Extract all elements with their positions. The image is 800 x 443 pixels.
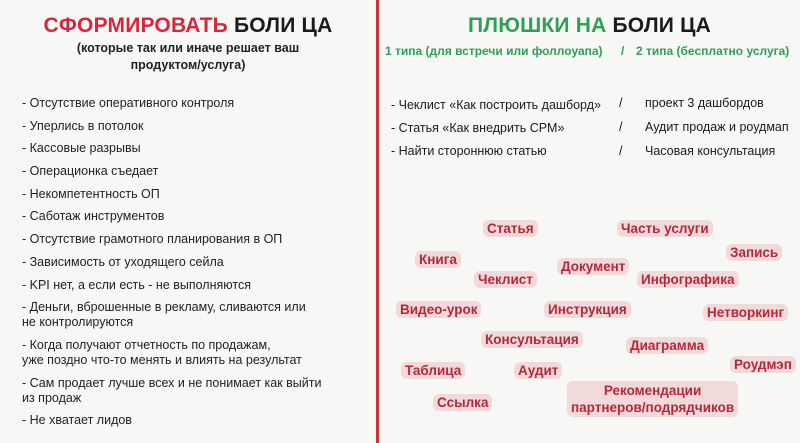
list-item: - KPI нет, а если есть - не выполняются: [22, 277, 251, 292]
pains-subtitle-line1: (которые так или иначе решает ваш: [76, 41, 300, 55]
list-item: - Операционка съедает: [22, 164, 159, 179]
bonuses-panel: [379, 0, 800, 443]
list-item: [619, 144, 789, 159]
list-item: - Чеклист «Как построить дашборд»: [391, 98, 601, 112]
tag-link: Ссылка: [433, 394, 492, 411]
type2-list: [619, 96, 789, 168]
list-item: - Зависимость от уходящего сейла: [22, 254, 224, 269]
tag-service-part: Часть услуги: [617, 220, 713, 237]
tag-recommendations-line2: партнеров/подрядчиков: [571, 400, 735, 415]
tag-audit: Аудит: [514, 362, 562, 379]
tag-book: Книга: [415, 251, 461, 268]
slash-mark: /: [619, 144, 623, 158]
list-item: - Некомпетентность ОП: [22, 186, 160, 201]
type2-label: 2 типа (бесплатно услуга): [636, 44, 790, 58]
list-item-line: не контролируются: [22, 315, 134, 330]
tag-record: Запись: [726, 244, 782, 261]
pains-subtitle: [0, 40, 376, 74]
type1-label: 1 типа (для встречи или фоллоуапа): [385, 44, 603, 58]
slash-mark: /: [619, 120, 623, 134]
tag-video: Видео-урок: [396, 301, 481, 318]
list-item: - Саботаж инструментов: [22, 209, 165, 224]
tag-roadmap: Роудмэп: [730, 356, 796, 373]
pains-title-rest: БОЛИ ЦА: [233, 14, 333, 37]
tag-table: Таблица: [401, 362, 465, 379]
list-item: - Не хватает лидов: [22, 413, 132, 428]
list-item-text: проект 3 дашбордов: [645, 96, 764, 110]
list-item-line: - Деньги, вброшенные в рекламу, сливаются или: [22, 300, 306, 315]
list-item: [22, 376, 321, 406]
tag-recommendations: [567, 381, 738, 417]
tag-networking: Нетворкинг: [703, 304, 788, 321]
list-item-line: уже поздно что-то менять и влиять на результат: [22, 352, 302, 367]
list-item: - Отсутствие оперативного контроля: [22, 96, 235, 110]
list-item-line: - Сам продает лучше всех и не понимает как выйти: [22, 375, 322, 390]
type-separator: /: [621, 44, 625, 58]
pains-panel: [0, 0, 376, 443]
pains-subtitle-line2: продуктом/услуга): [130, 58, 246, 72]
bonuses-title: [379, 14, 800, 38]
tag-instruction: Инструкция: [544, 301, 631, 318]
list-item: [22, 300, 321, 330]
pains-title: [0, 14, 376, 38]
pains-list: [22, 96, 321, 436]
list-item-text: Аудит продаж и роудмап: [645, 120, 789, 134]
list-item: [619, 120, 789, 135]
list-item-text: Часовая консультация: [645, 144, 776, 158]
type1-list: [391, 98, 601, 167]
list-item: - Отсутствие грамотного планирования в ОП: [22, 232, 283, 247]
tag-consultation: Консультация: [481, 331, 583, 348]
list-item-line: из продаж: [22, 390, 82, 405]
list-item: - Найти стороннюю статью: [391, 144, 547, 158]
tag-checklist: Чеклист: [474, 271, 537, 288]
tag-article: Статья: [483, 220, 538, 237]
tag-document: Документ: [557, 258, 629, 275]
list-item: - Кассовые разрывы: [22, 141, 141, 156]
list-item: [619, 96, 789, 111]
list-item: - Уперлись в потолок: [22, 118, 144, 133]
list-item: - Статья «Как внедрить CPM»: [391, 121, 565, 135]
slash-mark: /: [619, 96, 623, 110]
list-item: [22, 338, 321, 368]
tag-recommendations-line1: Рекомендации: [603, 383, 702, 398]
pains-title-accent: СФОРМИРОВАТЬ: [43, 14, 228, 37]
list-item-line: - Когда получают отчетность по продажам,: [22, 337, 271, 352]
tag-diagram: Диаграмма: [626, 337, 708, 354]
tag-infographic: Инфографика: [637, 271, 739, 288]
bonuses-title-rest: БОЛИ ЦА: [612, 14, 711, 37]
bonuses-title-accent: ПЛЮШКИ НА: [468, 14, 607, 37]
